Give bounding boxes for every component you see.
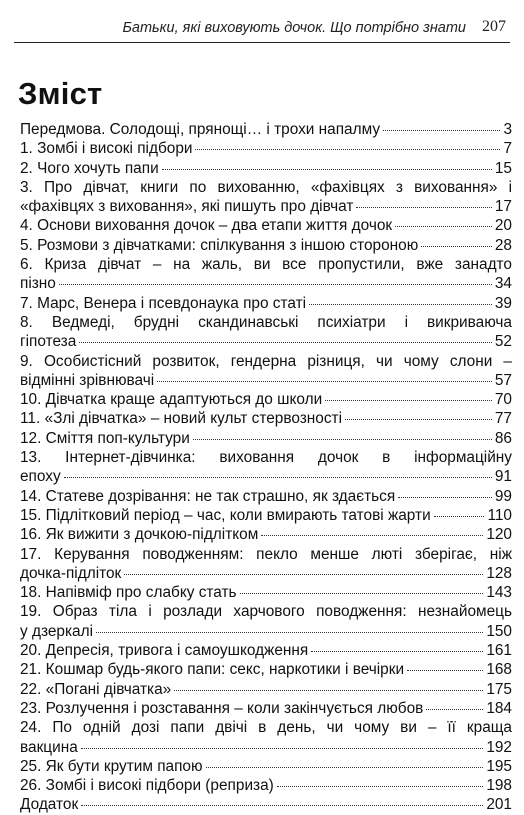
toc-entry-title-line: 17. Керування поводженням: пекло менше люті зберігає, ніж	[20, 545, 512, 563]
toc-entry-title-line: 5. Розмови з дівчатками: спілкування з іншою стороною	[20, 236, 419, 254]
toc-entry[interactable]	[20, 352, 512, 391]
dot-leader	[383, 130, 500, 131]
toc-entry-title-line: 12. Сміття поп-культури	[20, 429, 190, 447]
toc-entry-page-number: 143	[486, 584, 512, 602]
table-of-contents	[20, 120, 512, 815]
toc-entry-page-number: 34	[494, 275, 512, 293]
dot-leader	[174, 690, 483, 691]
toc-entry-title-line: 18. Напівміф про слабку стать	[20, 584, 237, 602]
toc-entry[interactable]	[20, 776, 512, 795]
toc-entry-page-number: 192	[486, 738, 512, 756]
toc-entry-title-line: 3. Про дівчат, книги по вихованню, «фахівцях з виховання» і	[20, 178, 512, 196]
toc-entry[interactable]	[20, 545, 512, 584]
toc-entry-title-line: 26. Зомбі і високі підбори (реприза)	[20, 777, 274, 795]
toc-entry[interactable]	[20, 178, 512, 217]
dot-leader	[162, 169, 492, 170]
toc-entry-page-number: 198	[486, 777, 512, 795]
toc-entry-title-line: 19. Образ тіла і розлади харчового поводження: незнайомець	[20, 603, 512, 621]
toc-entry-title-line: 16. Як вижити з дочкою-підлітком	[20, 526, 259, 544]
toc-entry[interactable]	[20, 680, 512, 699]
toc-entry[interactable]	[20, 448, 512, 487]
toc-entry[interactable]	[20, 390, 512, 409]
dot-leader	[124, 574, 483, 575]
toc-entry-title-line: 9. Особистісний розвиток, гендерна різниця, чи чому слони –	[20, 352, 512, 370]
toc-entry-title-line: 11. «Злі дівчатка» – новий культ стервозності	[20, 410, 342, 428]
toc-entry[interactable]	[20, 255, 512, 294]
toc-entry-page-number: 86	[494, 429, 512, 447]
toc-entry-title-line: 10. Дівчатка краще адаптуються до школи	[20, 391, 323, 409]
dot-leader	[398, 497, 492, 498]
toc-entry[interactable]	[20, 506, 512, 525]
dot-leader	[421, 246, 492, 247]
dot-leader	[81, 805, 483, 806]
page-number: 207	[482, 18, 506, 35]
running-title: Батьки, які виховують дочок. Що потрібно знати	[122, 20, 466, 36]
toc-entry-page-number: 161	[486, 642, 512, 660]
dot-leader	[157, 381, 492, 382]
toc-entry-title-line: у дзеркалі	[20, 622, 93, 640]
toc-entry-title-line: 24. По одній дозі папи двічі в день, чи чому ви – її краща	[20, 719, 512, 737]
dot-leader	[195, 149, 500, 150]
toc-entry[interactable]	[20, 660, 512, 679]
toc-entry[interactable]	[20, 120, 512, 139]
toc-entry-page-number: 39	[494, 294, 512, 312]
toc-entry-page-number: 70	[494, 391, 512, 409]
toc-entry[interactable]	[20, 583, 512, 602]
toc-entry-title-line: 13. Інтернет-дівчинка: виховання дочок в інформаційну	[20, 449, 512, 467]
toc-entry-title-line: 4. Основи виховання дочок – два етапи життя дочок	[20, 217, 393, 235]
toc-entry-page-number: 3	[503, 121, 512, 138]
toc-entry[interactable]	[20, 294, 512, 313]
dot-leader	[426, 709, 483, 710]
dot-leader	[96, 632, 483, 633]
toc-entry[interactable]	[20, 487, 512, 506]
toc-entry-page-number: 184	[486, 699, 512, 717]
toc-entry[interactable]	[20, 236, 512, 255]
toc-entry[interactable]	[20, 139, 512, 158]
toc-entry[interactable]	[20, 409, 512, 428]
contents-heading: Зміст	[18, 76, 103, 111]
dot-leader	[356, 207, 492, 208]
toc-entry[interactable]	[20, 757, 512, 776]
toc-entry[interactable]	[20, 699, 512, 718]
toc-entry[interactable]	[20, 159, 512, 178]
dot-leader	[64, 477, 492, 478]
dot-leader	[309, 304, 492, 305]
toc-entry-title-line: гіпотеза	[20, 333, 77, 351]
toc-entry-page-number: 91	[494, 468, 512, 486]
toc-entry-title-line: 7. Марс, Венера і псевдонаука про статі	[20, 294, 307, 312]
toc-entry[interactable]	[20, 429, 512, 448]
toc-entry-title-line: відмінні зрівнювачі	[20, 371, 155, 389]
toc-entry-title-line: 2. Чого хочуть папи	[20, 159, 159, 177]
toc-entry-title-line: 22. «Погані дівчатка»	[20, 680, 172, 698]
toc-entry-page-number: 175	[486, 680, 512, 698]
toc-entry-title-line: 14. Статеве дозрівання: не так страшно, як здається	[20, 487, 396, 505]
toc-entry-title-line: 6. Криза дівчат – на жаль, ви все пропустили, вже занадто	[20, 256, 512, 274]
toc-entry-title-line: Додаток	[20, 796, 79, 814]
toc-entry-page-number: 17	[494, 198, 512, 216]
toc-entry[interactable]	[20, 718, 512, 757]
toc-entry-page-number: 20	[494, 217, 512, 235]
dot-leader	[206, 767, 484, 768]
dot-leader	[434, 516, 485, 517]
toc-entry-title-line: 21. Кошмар будь-якого папи: секс, наркотики і вечірки	[20, 661, 405, 679]
toc-entry[interactable]	[20, 313, 512, 352]
dot-leader	[407, 670, 483, 671]
dot-leader	[59, 284, 492, 285]
toc-entry-title-line: епоху	[20, 468, 61, 486]
dot-leader	[81, 748, 484, 749]
dot-leader	[325, 400, 492, 401]
toc-entry[interactable]	[20, 525, 512, 544]
toc-entry-title-line: 20. Депресія, тривога і самоушкодження	[20, 642, 309, 660]
toc-entry-title-line: пізно	[20, 275, 56, 293]
toc-entry-page-number: 110	[487, 506, 512, 524]
toc-entry-page-number: 150	[486, 622, 512, 640]
dot-leader	[240, 593, 484, 594]
toc-entry-page-number: 77	[494, 410, 512, 428]
toc-entry[interactable]	[20, 216, 512, 235]
dot-leader	[193, 439, 492, 440]
toc-entry-title-line: 8. Ведмеді, брудні скандинавські психіатри і викриваюча	[20, 313, 512, 331]
dot-leader	[261, 535, 483, 536]
toc-entry-title-line: 15. Підлітковий період – час, коли вмирають татові жарти	[20, 506, 431, 524]
toc-entry[interactable]	[20, 602, 512, 641]
toc-entry-page-number: 7	[503, 140, 512, 158]
dot-leader	[79, 342, 492, 343]
toc-entry-title-line: Передмова. Солодощі, прянощі… і трохи напалму	[20, 121, 381, 138]
toc-entry-title-line: 23. Розлучення і розставання – коли закінчується любов	[20, 699, 424, 717]
toc-entry-title-line: дочка-підліток	[20, 564, 122, 582]
toc-entry[interactable]	[20, 641, 512, 660]
toc-entry-title-line: 25. Як бути крутим папою	[20, 757, 203, 775]
toc-entry-page-number: 120	[486, 526, 512, 544]
dot-leader	[277, 786, 484, 787]
toc-entry-title-line: вакцина	[20, 738, 78, 756]
toc-entry-page-number: 99	[494, 487, 512, 505]
toc-entry-page-number: 28	[494, 236, 512, 254]
toc-entry-page-number: 195	[486, 757, 512, 775]
toc-entry-page-number: 52	[494, 333, 512, 351]
toc-entry[interactable]	[20, 795, 512, 814]
toc-entry-title-line: «фахівцях з виховання», які пишуть про дівчат	[20, 198, 354, 216]
toc-entry-page-number: 15	[494, 159, 512, 177]
dot-leader	[345, 419, 492, 420]
toc-entry-page-number: 168	[486, 661, 512, 679]
running-header	[14, 16, 510, 43]
dot-leader	[395, 226, 492, 227]
toc-entry-title-line: 1. Зомбі і високі підбори	[20, 140, 193, 158]
dot-leader	[311, 651, 483, 652]
toc-entry-page-number: 57	[494, 371, 512, 389]
toc-entry-page-number: 128	[486, 564, 512, 582]
toc-entry-page-number: 201	[486, 796, 512, 814]
